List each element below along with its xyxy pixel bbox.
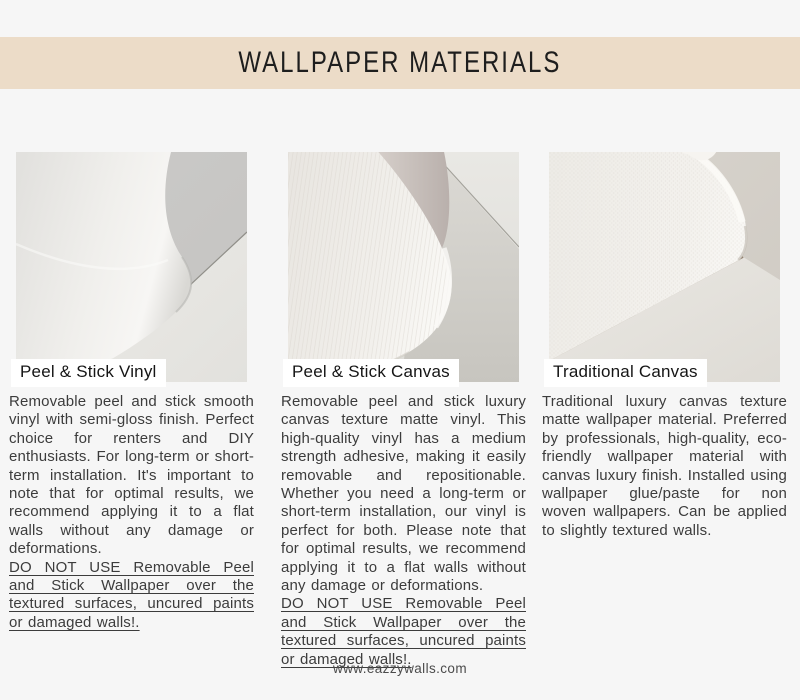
material-label-traditional: Traditional Canvas (544, 359, 707, 387)
material-card-vinyl (9, 152, 254, 632)
traditional-canvas-graphic (549, 152, 780, 382)
material-card-traditional (542, 152, 787, 540)
material-label-vinyl: Peel & Stick Vinyl (11, 359, 166, 387)
material-photo-vinyl (16, 152, 247, 382)
website-url: www.eazzywalls.com (333, 661, 467, 676)
title-banner (0, 37, 800, 89)
footer (0, 661, 800, 676)
material-label-canvas-psv: Peel & Stick Canvas (283, 359, 459, 387)
material-photo-traditional (549, 152, 780, 382)
material-description-traditional: Traditional luxury canvas texture matte wallpaper material. Preferred by professionals, high-quality, eco-friendly wallpaper material with canvas luxury finish. Installed using wallpaper glue/paste for non woven wallpapers. Can be applied to slightly textured walls. (542, 393, 787, 539)
vinyl-sheet-graphic (16, 152, 247, 382)
material-photo-canvas-psv (288, 152, 519, 382)
material-description-vinyl: Removable peel and stick smooth vinyl with semi-gloss finish. Perfect choice for renters and DIY enthusiasts. For long-term or short-term installation. It's important to note that for optimal results, we recommend applying it to a flat walls without any damage or deformations. (9, 393, 254, 558)
page-title: WALLPAPER MATERIALS (238, 46, 562, 79)
canvas-sheet-graphic (288, 152, 519, 382)
material-warning-canvas-psv: DO NOT USE Removable Peel and Stick Wallpaper over the textured surfaces, uncured paints or damaged walls!. (281, 595, 526, 668)
material-description-canvas-psv: Removable peel and stick luxury canvas texture matte vinyl. This high-quality vinyl has a medium strength adhesive, making it easily removable and repositionable. Whether you need a long-term or short-term installation, our vinyl is perfect for both. Please note that for optimal results, we recommend applying it to a flat walls without any damage or deformations. (281, 393, 526, 595)
material-warning-vinyl: DO NOT USE Removable Peel and Stick Wallpaper over the textured surfaces, uncured paints or damaged walls!. (9, 558, 254, 631)
material-card-canvas-psv (281, 152, 526, 669)
